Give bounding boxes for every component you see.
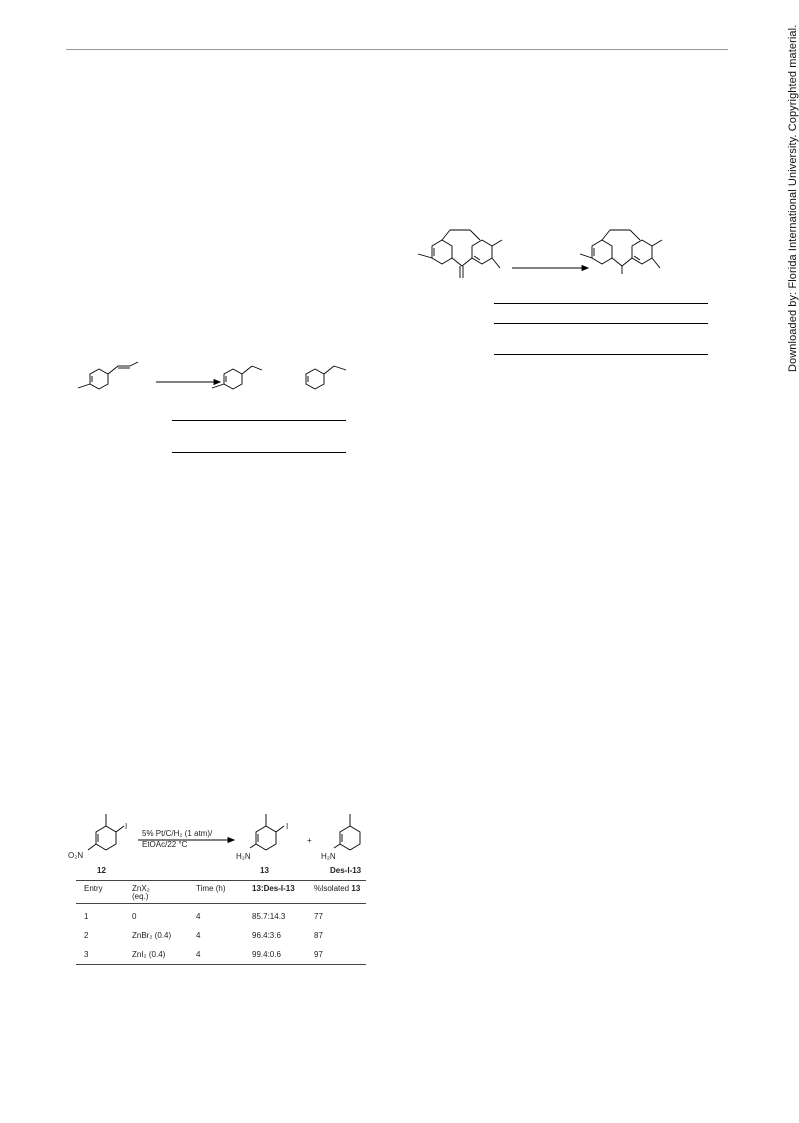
nitro-group-label: O₂N — [68, 851, 84, 860]
top-right-table-rule-1 — [494, 303, 708, 304]
cell-isolated: 97 — [314, 950, 323, 959]
compound-13-label: 13 — [260, 866, 269, 875]
cell-entry: 3 — [84, 950, 89, 959]
cell-ratio: 96.4:3.6 — [252, 931, 281, 940]
cell-ratio: 99.4:0.6 — [252, 950, 281, 959]
plus-sign: + — [307, 836, 312, 845]
table-row — [76, 927, 366, 946]
top-right-table-rule-2 — [494, 323, 708, 324]
reaction-condition-1: 5% Pt/C/H₂ (1 atm)/ — [142, 829, 213, 838]
des-i-13-label: Des-I-13 — [330, 866, 362, 875]
header-isolated-bold: 13 — [351, 884, 361, 893]
cell-time: 4 — [196, 950, 201, 959]
cell-znx2: ZnI₂ (0.4) — [132, 950, 166, 959]
cell-time: 4 — [196, 912, 201, 921]
header-znx2 — [132, 884, 196, 901]
header-znx2-label: ZnX₂ — [132, 884, 150, 893]
table-row — [76, 908, 366, 927]
cell-entry: 1 — [84, 912, 89, 921]
reaction-condition-2: EtOAc/22 °C — [142, 840, 188, 849]
byproduct-amine-label: H₂N — [321, 852, 336, 861]
header-entry: Entry — [84, 884, 103, 893]
compound-12-label: 12 — [97, 866, 106, 875]
iodo-label-start: I — [125, 822, 128, 831]
table-header — [76, 880, 366, 904]
amine-group-label: H₂N — [236, 852, 251, 861]
header-isolated — [314, 884, 366, 893]
download-note: Downloaded by: Florida International University. Copyrighted material. — [787, 24, 799, 372]
cell-isolated: 87 — [314, 931, 323, 940]
top-right-table-rule-3 — [494, 354, 708, 355]
alkene-scheme — [74, 360, 364, 400]
cell-znx2: 0 — [132, 912, 137, 921]
cell-ratio: 85.7:14.3 — [252, 912, 286, 921]
hydrogenation-table — [76, 880, 366, 965]
header-eq-label: (eq.) — [132, 892, 149, 901]
header-ratio: 13:Des-I-13 — [252, 884, 295, 893]
header-time: Time (h) — [196, 884, 226, 893]
cell-time: 4 — [196, 931, 201, 940]
left-table-rule-2 — [172, 452, 346, 453]
header-isolated-prefix: %Isolated — [314, 884, 350, 893]
header-rule — [66, 49, 728, 50]
cell-znx2: ZnBr₂ (0.4) — [132, 931, 172, 940]
left-table-rule-1 — [172, 420, 346, 421]
dibenzo-scheme — [410, 222, 670, 292]
iodo-label-product: I — [286, 822, 289, 831]
cell-entry: 2 — [84, 931, 89, 940]
table-row — [76, 946, 366, 965]
cell-isolated: 77 — [314, 912, 323, 921]
